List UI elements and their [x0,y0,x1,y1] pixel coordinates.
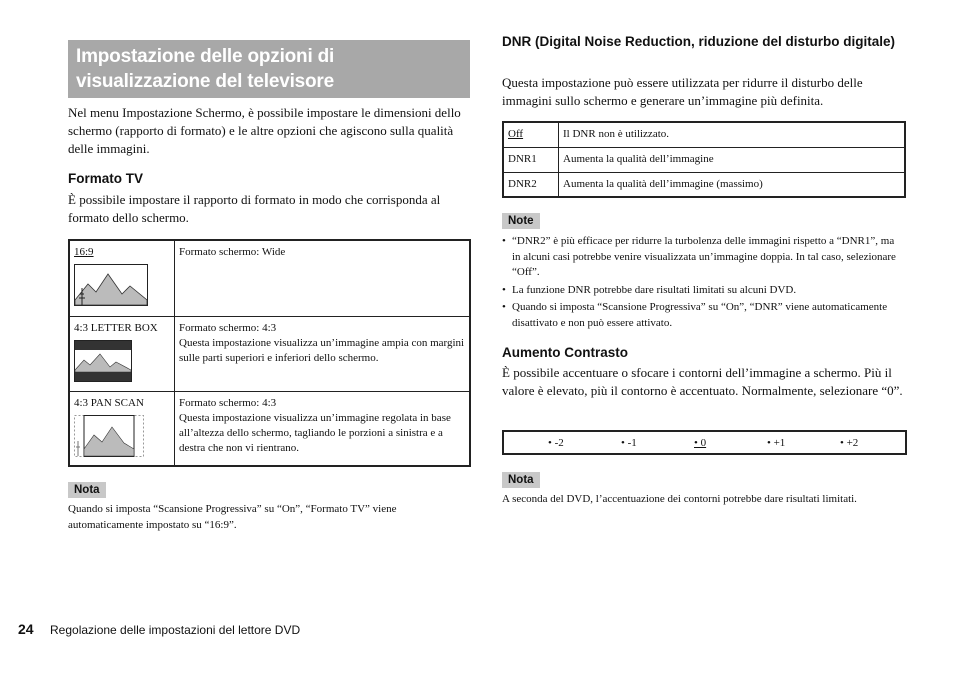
contrast-values-box [502,430,907,455]
option-description: Formato schermo: 4:3 [179,321,277,334]
table-row [69,240,470,316]
formato-tv-heading: Formato TV [68,171,144,186]
list-item: • “DNR2” è più efficace per ridurre la turbolenza delle immagini rispetto a “DNR1”, ma in alcuni casi potrebbe venire visualizzata un’immagine doppia. In tal caso, selezionare “Off”. [502,234,904,281]
contrast-value: • +1 [767,437,786,449]
table-row [69,316,470,391]
contrast-value: • -1 [621,437,637,449]
dnr-heading: DNR (Digital Noise Reduction, riduzione del disturbo digitale) [502,34,896,49]
note-label: Note [502,213,540,229]
option-description: Aumenta la qualità dell’immagine [563,152,714,165]
option-label: 4:3 PAN SCAN [74,396,144,409]
option-description: Formato schermo: 4:3 [179,396,277,409]
page-title: Impostazione delle opzioni di visualizzazione del televisore [68,40,470,98]
list-item: • La funzione DNR potrebbe dare risultati limitati su alcuni DVD. [502,283,904,299]
list-item: • Quando si imposta “Scansione Progressiva” su “On”, “DNR” viene automaticamente disattivato e non può essere attivato. [502,300,904,331]
footer-section-title: Regolazione delle impostazioni del lettore DVD [50,623,301,637]
table-row [69,391,470,466]
option-label: DNR2 [508,177,537,190]
table-row [503,122,905,147]
nota2-label: Nota [502,472,540,488]
option-label: Off [508,128,524,140]
contrast-value-default: • 0 [694,437,707,449]
option-description: Aumenta la qualità dell’immagine (massimo) [563,177,763,190]
dnr-text: Questa impostazione può essere utilizzata per ridurre il disturbo delle immagini sullo schermo e generare un’immagine più definita. [502,75,863,108]
nota-label: Nota [68,482,106,498]
option-description: Il DNR non è utilizzato. [563,128,670,140]
option-label: 4:3 LETTER BOX [74,321,158,334]
nota-text: Quando si imposta “Scansione Progressiva” su “On”, “Formato TV” viene automaticamente impostato su “16:9”. [68,503,397,531]
option-description: Questa impostazione visualizza un’immagine regolata in base all’altezza dello schermo, tagliando le porzioni a sinistra e a destra che non vi rientrano. [179,411,451,454]
formato-tv-table [68,239,471,467]
table-row [503,147,905,172]
intro-paragraph: Nel menu Impostazione Schermo, è possibile impostare le dimensioni dello schermo (rapporto di formato) e le altre opzioni che agiscono sulla qualità delle immagini. [68,105,461,156]
contrast-value: • -2 [548,437,564,449]
wide-screen-thumbnail [74,264,148,306]
contrast-value: • +2 [840,437,859,449]
pan-scan-thumbnail [74,415,144,457]
table-row [503,172,905,197]
page-number: 24 [18,621,34,637]
contrast-text: È possibile accentuare o sfocare i contorni dell’immagine a schermo. Più il valore è elevato, più il contorno è accentuato. Normalmente, selezionare “0”. [502,365,903,398]
formato-tv-text: È possibile impostare il rapporto di formato in modo che corrisponda al formato dello schermo. [68,192,441,225]
contrast-heading: Aumento Contrasto [502,345,628,360]
notes-list [502,234,904,333]
letterbox-thumbnail [74,340,132,382]
option-description: Questa impostazione visualizza un’immagine ampia con margini sulle parti superiori e inferiori dello schermo. [179,336,465,364]
nota2-text: A seconda del DVD, l’accentuazione dei contorni potrebbe dare risultati limitati. [502,493,857,505]
option-label: DNR1 [508,152,537,165]
option-label: 16:9 [74,246,94,258]
dnr-table [502,121,906,198]
option-description: Formato schermo: Wide [179,246,286,258]
